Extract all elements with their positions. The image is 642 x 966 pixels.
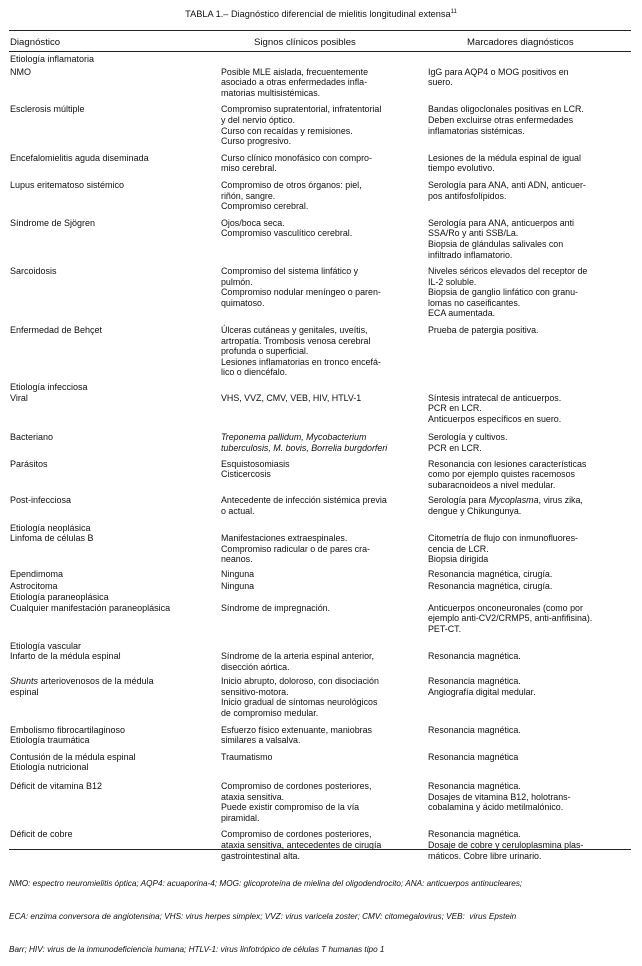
cell-line: Encefalomielitis aguda diseminada xyxy=(10,152,149,163)
cell-line: Resonancia magnética. xyxy=(428,724,521,735)
clinical-signs-cell xyxy=(221,781,428,823)
cell-line: profunda o superficial. xyxy=(221,346,309,357)
clinical-signs-cell xyxy=(221,67,428,99)
cell-line: Lesiones inflamatorias en tronco encefá- xyxy=(221,356,381,367)
table-row xyxy=(9,523,631,565)
cell-line: Compromiso supratentorial, infratentorial xyxy=(221,104,382,115)
cell-line: VHS, VVZ, CMV, VEB, HIV, HTLV-1 xyxy=(221,392,362,403)
cell-line: Inicio abrupto, doloroso, con disociación xyxy=(221,676,379,687)
cell-line: ejemplo anti-CV2/CRMP5, anti-anfifisina). xyxy=(428,613,593,624)
cell-line: Angiografía digital medular. xyxy=(428,686,536,697)
cell-line: Inicio gradual de síntomas neurológicos xyxy=(221,697,378,708)
cell-line xyxy=(221,592,428,603)
cell-line: Esfuerzo físico extenuante, maniobras xyxy=(221,724,372,735)
cell-line: Resonancia con lesiones características xyxy=(428,458,587,469)
cell-line: Ninguna xyxy=(221,568,255,579)
table-row xyxy=(9,104,631,146)
cell-line: Lupus eritematoso sistémico xyxy=(10,179,125,190)
cell-line: quimatoso. xyxy=(221,297,265,308)
cell-line: Síndrome de impregnación. xyxy=(221,602,331,613)
cell-line: suero. xyxy=(428,77,453,88)
cell-line: y del nervio óptico. xyxy=(221,114,295,125)
cell-line: dengue y Chikungunya. xyxy=(428,505,522,516)
markers-cell xyxy=(428,581,631,592)
diagnosis-cell xyxy=(9,592,221,634)
diagnosis-cell xyxy=(9,382,221,424)
cell-line: Síndrome de Sjögren xyxy=(10,217,96,228)
table-row xyxy=(9,495,631,516)
cell-line: Síntesis intratecal de anticuerpos. xyxy=(428,392,562,403)
cell-line: PET-CT. xyxy=(428,623,462,634)
diagnosis-cell xyxy=(9,581,221,592)
cell-line: Anticuerpos específicos en suero. xyxy=(428,413,562,424)
table-title-text: TABLA 1.– Diagnóstico diferencial de mielitis longitudinal extensa xyxy=(185,9,451,20)
cell-line: Esclerosis múltiple xyxy=(10,104,85,115)
cell-line: PCR en LCR. xyxy=(428,403,482,414)
clinical-signs-cell xyxy=(221,153,428,174)
cell-line xyxy=(428,641,631,652)
diagnosis-cell xyxy=(9,325,221,378)
cell-line: tuberculosis, M. bovis, Borrelia burgdorferi xyxy=(221,443,388,453)
diagnosis-cell xyxy=(9,569,221,580)
markers-cell xyxy=(428,495,631,516)
clinical-signs-cell xyxy=(221,569,428,580)
table-row xyxy=(9,569,631,580)
cell-line xyxy=(428,523,631,534)
clinical-signs-cell xyxy=(221,676,428,718)
title-reference: 11 xyxy=(450,9,457,15)
markers-cell xyxy=(428,459,631,491)
clinical-signs-cell xyxy=(221,459,428,491)
cell-line: lomas no caseificantes. xyxy=(428,297,521,308)
table-row xyxy=(9,266,631,319)
cell-line: Serología para ANA, anticuerpos anti xyxy=(428,217,575,228)
clinical-signs-cell xyxy=(221,432,428,453)
cell-line: Biopsia dirigida xyxy=(428,554,489,565)
markers-cell xyxy=(428,180,631,212)
cell-line: Deben excluirse otras enfermedades xyxy=(428,114,574,125)
cell-line: Compromiso radicular o de pares cra- xyxy=(221,543,370,554)
cell-line: riñón, sangre. xyxy=(221,190,276,201)
cell-line: Enfermedad de Behçet xyxy=(10,325,103,336)
cell-line: Treponema pallidum, Mycobacterium xyxy=(221,432,367,443)
cell-line: infiltrado inflamatorio. xyxy=(428,249,513,260)
cell-line: Citometría de flujo con inmunofluores- xyxy=(428,533,578,544)
cell-line: Etiología paraneoplásica xyxy=(10,592,109,603)
clinical-signs-cell xyxy=(221,266,428,319)
cell-line: lico o diencéfalo. xyxy=(221,367,288,378)
footnote xyxy=(9,856,631,966)
footnote-line: ECA: enzima conversora de angiotensina; VHS: virus herpes simplex; VVZ: virus varicela zoster; CMV: citomegalovirus; VEB: virus Epstein xyxy=(9,912,517,921)
cell-line: Etiología infecciosa xyxy=(10,382,88,393)
markers-cell xyxy=(428,325,631,378)
markers-cell xyxy=(428,641,631,673)
cell-line: Serología para ANA, anti ADN, anticuer- xyxy=(428,179,586,190)
cell-line: neanos. xyxy=(221,554,253,565)
markers-cell xyxy=(428,382,631,424)
cell-line: Curso clínico monofásico con compro- xyxy=(221,152,372,163)
clinical-signs-cell xyxy=(221,523,428,565)
cell-line: o actual. xyxy=(221,505,255,516)
cell-line: SSA/Ro y anti SSB/La. xyxy=(428,228,519,239)
cell-line: Lesiones de la médula espinal de igual xyxy=(428,152,581,163)
cell-line: tiempo evolutivo. xyxy=(428,163,495,174)
cell-line: Compromiso nodular meníngeo o paren- xyxy=(221,287,381,298)
clinical-signs-cell xyxy=(221,495,428,516)
diagnosis-cell xyxy=(9,459,221,491)
cell-line: Traumatismo xyxy=(221,751,273,762)
table-row xyxy=(9,781,631,823)
cell-line: ataxia sensitiva, antecedentes de cirugía xyxy=(221,840,382,850)
cell-line: Compromiso de otros órganos: piel, xyxy=(221,179,362,190)
cell-line: Etiología vascular xyxy=(10,640,82,651)
cell-line: Resonancia magnética. xyxy=(428,651,521,662)
cell-line: Compromiso vasculítico cerebral. xyxy=(221,228,353,239)
cell-line: Linfoma de células B xyxy=(10,533,94,544)
cell-line: Puede existir compromiso de la vía xyxy=(221,802,360,813)
cell-line: asociado a otras enfermedades infla- xyxy=(221,77,368,88)
cell-line: Post-infecciosa xyxy=(10,495,72,506)
cell-line: artropatía. Trombosis venosa cerebral xyxy=(221,335,371,346)
cell-line: Viral xyxy=(10,392,28,403)
cell-line: NMO xyxy=(10,66,31,77)
table-row xyxy=(9,153,631,174)
diagnosis-cell xyxy=(9,725,221,746)
header-marcadores: Marcadores diagnósticos xyxy=(467,37,574,48)
diagnosis-cell xyxy=(9,432,221,453)
cell-line: Niveles séricos elevados del receptor de xyxy=(428,266,588,277)
cell-line: PCR en LCR. xyxy=(428,443,482,453)
cell-line: Ojos/boca seca. xyxy=(221,217,285,228)
cell-line: espinal xyxy=(10,686,39,697)
cell-line: Úlceras cutáneas y genitales, uveítis, xyxy=(221,325,368,336)
cell-line: como por ejemplo quistes racemosos xyxy=(428,469,575,480)
cell-line: inflamatorias sistémicas. xyxy=(428,125,525,136)
cell-line: Síndrome de la arteria espinal anterior, xyxy=(221,651,374,662)
cell-line xyxy=(221,641,428,652)
cell-line: IgG para AQP4 o MOG positivos en xyxy=(428,66,569,77)
cell-line: piramidal. xyxy=(221,812,260,823)
cell-line: Cisticercosis xyxy=(221,469,271,480)
clinical-signs-cell xyxy=(221,725,428,746)
cell-line: Dosaje de cobre y ceruloplasmina plas- xyxy=(428,840,584,850)
markers-cell xyxy=(428,523,631,565)
table-row xyxy=(9,180,631,212)
diagnosis-cell xyxy=(9,67,221,99)
markers-cell xyxy=(428,781,631,823)
table-row xyxy=(9,54,631,65)
cell-line: de compromiso medular. xyxy=(221,708,319,719)
table-row xyxy=(9,592,631,634)
markers-cell xyxy=(428,153,631,174)
table-row xyxy=(9,432,631,453)
cell-line xyxy=(428,382,631,393)
cell-line: pulmón. xyxy=(221,276,253,287)
diagnosis-cell xyxy=(9,104,221,146)
cell-line: Shunts arteriovenosos de la médula xyxy=(10,676,154,687)
diagnosis-cell xyxy=(9,180,221,212)
markers-cell xyxy=(428,432,631,453)
cell-line: matorias multisistémicas. xyxy=(221,87,321,98)
cell-line: cobalamina y ácido metilmalónico. xyxy=(428,802,564,813)
cell-line: Ependimoma xyxy=(10,568,64,579)
diagnosis-cell xyxy=(9,218,221,260)
cell-line xyxy=(221,382,428,393)
cell-line: Prueba de patergia positiva. xyxy=(428,325,539,336)
header-diagnostico: Diagnóstico xyxy=(10,37,61,48)
cell-line: Resonancia magnética. xyxy=(428,676,521,687)
cell-line: Curso progresivo. xyxy=(221,136,292,147)
table-row xyxy=(9,725,631,746)
clinical-signs-cell xyxy=(221,641,428,673)
table-row xyxy=(9,641,631,673)
clinical-signs-cell xyxy=(221,54,428,65)
cell-line: Compromiso de cordones posteriores, xyxy=(221,829,372,840)
cell-line: Serología y cultivos. xyxy=(428,432,508,443)
cell-line: Resonancia magnética. xyxy=(428,781,521,792)
markers-cell xyxy=(428,725,631,746)
footnote-line: NMO: espectro neuromielitis óptica; AQP4: acuaporina-4; MOG: glicoproteína de mielina del oligodendrocito; ANA: anticuerpos antinucleares; xyxy=(9,879,523,888)
cell-line: Dosajes de vitamina B12, holotrans- xyxy=(428,791,571,802)
clinical-signs-cell xyxy=(221,325,428,378)
markers-cell xyxy=(428,592,631,634)
cell-line: Serología para Mycoplasma, virus zika, xyxy=(428,495,583,506)
table-row xyxy=(9,581,631,592)
cell-line: Ninguna xyxy=(221,580,255,591)
cell-line: subaracnoideos a nivel medular. xyxy=(428,479,556,490)
table-row xyxy=(9,67,631,99)
diagnosis-cell xyxy=(9,54,221,65)
cell-line: ECA aumentada. xyxy=(428,308,496,319)
clinical-signs-cell xyxy=(221,104,428,146)
diagnosis-cell xyxy=(9,781,221,823)
cell-line: similares a valsalva. xyxy=(221,735,301,746)
cell-line: Resonancia magnética, cirugía. xyxy=(428,580,553,591)
header-rule xyxy=(9,51,631,52)
cell-line: Embolismo fibrocartilaginoso xyxy=(10,724,126,735)
cell-line: Compromiso cerebral. xyxy=(221,201,309,212)
cell-line: Sarcoidosis xyxy=(10,266,57,277)
table-body xyxy=(9,54,631,861)
cell-line: Curso con recaídas y remisiones. xyxy=(221,125,353,136)
cell-line: Parásitos xyxy=(10,458,48,469)
diagnosis-cell xyxy=(9,266,221,319)
top-rule xyxy=(9,30,631,31)
clinical-signs-cell xyxy=(221,180,428,212)
cell-line: Contusión de la médula espinal xyxy=(10,751,136,762)
cell-line: Déficit de vitamina B12 xyxy=(10,781,103,792)
cell-line: Compromiso de cordones posteriores, xyxy=(221,781,372,792)
cell-line: Etiología inflamatoria xyxy=(10,54,95,64)
table-row xyxy=(9,325,631,378)
cell-line: Cualquier manifestación paraneoplásica xyxy=(10,602,171,613)
cell-line: Etiología neoplásica xyxy=(10,522,91,533)
clinical-signs-cell xyxy=(221,382,428,424)
cell-line: Resonancia magnética, cirugía. xyxy=(428,568,553,579)
markers-cell xyxy=(428,54,631,65)
markers-cell xyxy=(428,676,631,718)
cell-line: ataxia sensitiva. xyxy=(221,791,285,802)
cell-line xyxy=(428,592,631,603)
bottom-rule xyxy=(9,849,631,850)
cell-line: Resonancia magnética. xyxy=(428,829,521,840)
cell-line: Déficit de cobre xyxy=(10,829,73,840)
diagnosis-cell xyxy=(9,153,221,174)
cell-line: Esquistosomiasis xyxy=(221,458,290,469)
cell-line: Etiología traumática xyxy=(10,735,90,746)
markers-cell xyxy=(428,752,631,773)
cell-line: Antecedente de infección sistémica previa xyxy=(221,495,387,506)
header-signos: Signos clínicos posibles xyxy=(254,37,356,48)
diagnosis-cell xyxy=(9,676,221,718)
cell-line: Resonancia magnética xyxy=(428,751,519,762)
cell-line: sensitivo-motora. xyxy=(221,686,289,697)
diagnosis-cell xyxy=(9,523,221,565)
cell-line: pos antifosfolípidos. xyxy=(428,190,507,201)
clinical-signs-cell xyxy=(221,218,428,260)
cell-line: Biopsia de glándulas salivales con xyxy=(428,238,564,249)
cell-line: gastrointestinal alta. xyxy=(221,850,300,861)
markers-cell xyxy=(428,266,631,319)
clinical-signs-cell xyxy=(221,581,428,592)
table-row xyxy=(9,752,631,773)
table-row xyxy=(9,218,631,260)
clinical-signs-cell xyxy=(221,592,428,634)
cell-line: disección aórtica. xyxy=(221,661,290,672)
footnote-line: Barr; HIV: virus de la inmunodeficiencia humana; HTLV-1: virus linfotrópico de células T humanas tipo 1 xyxy=(9,945,385,954)
cell-line: Posible MLE aislada, frecuentemente xyxy=(221,66,369,77)
markers-cell xyxy=(428,218,631,260)
clinical-signs-cell xyxy=(221,752,428,773)
cell-line: Manifestaciones extraespinales. xyxy=(221,533,348,544)
table-row xyxy=(9,676,631,718)
cell-line: miso cerebral. xyxy=(221,163,277,174)
cell-line: cencia de LCR. xyxy=(428,543,489,554)
diagnosis-cell xyxy=(9,495,221,516)
cell-line: Etiología nutricional xyxy=(10,762,89,773)
cell-line: IL-2 soluble. xyxy=(428,276,477,287)
cell-line: Bacteriano xyxy=(10,432,54,443)
markers-cell xyxy=(428,104,631,146)
table-row xyxy=(9,382,631,424)
cell-line: Infarto de la médula espinal xyxy=(10,651,121,662)
cell-line: Compromiso del sistema linfático y xyxy=(221,266,359,277)
table-row xyxy=(9,459,631,491)
markers-cell xyxy=(428,67,631,99)
cell-line: Astrocitoma xyxy=(10,580,58,591)
table-title xyxy=(0,9,642,19)
diagnosis-cell xyxy=(9,641,221,673)
cell-line: Bandas oligoclonales positivas en LCR. xyxy=(428,104,584,115)
cell-line: Biopsia de ganglio linfático con granu- xyxy=(428,287,578,298)
diagnosis-cell xyxy=(9,752,221,773)
cell-line: máticos. Cobre libre urinario. xyxy=(428,850,542,861)
cell-line xyxy=(221,523,428,534)
cell-line: Anticuerpos onconeuronales (como por xyxy=(428,602,583,613)
markers-cell xyxy=(428,569,631,580)
